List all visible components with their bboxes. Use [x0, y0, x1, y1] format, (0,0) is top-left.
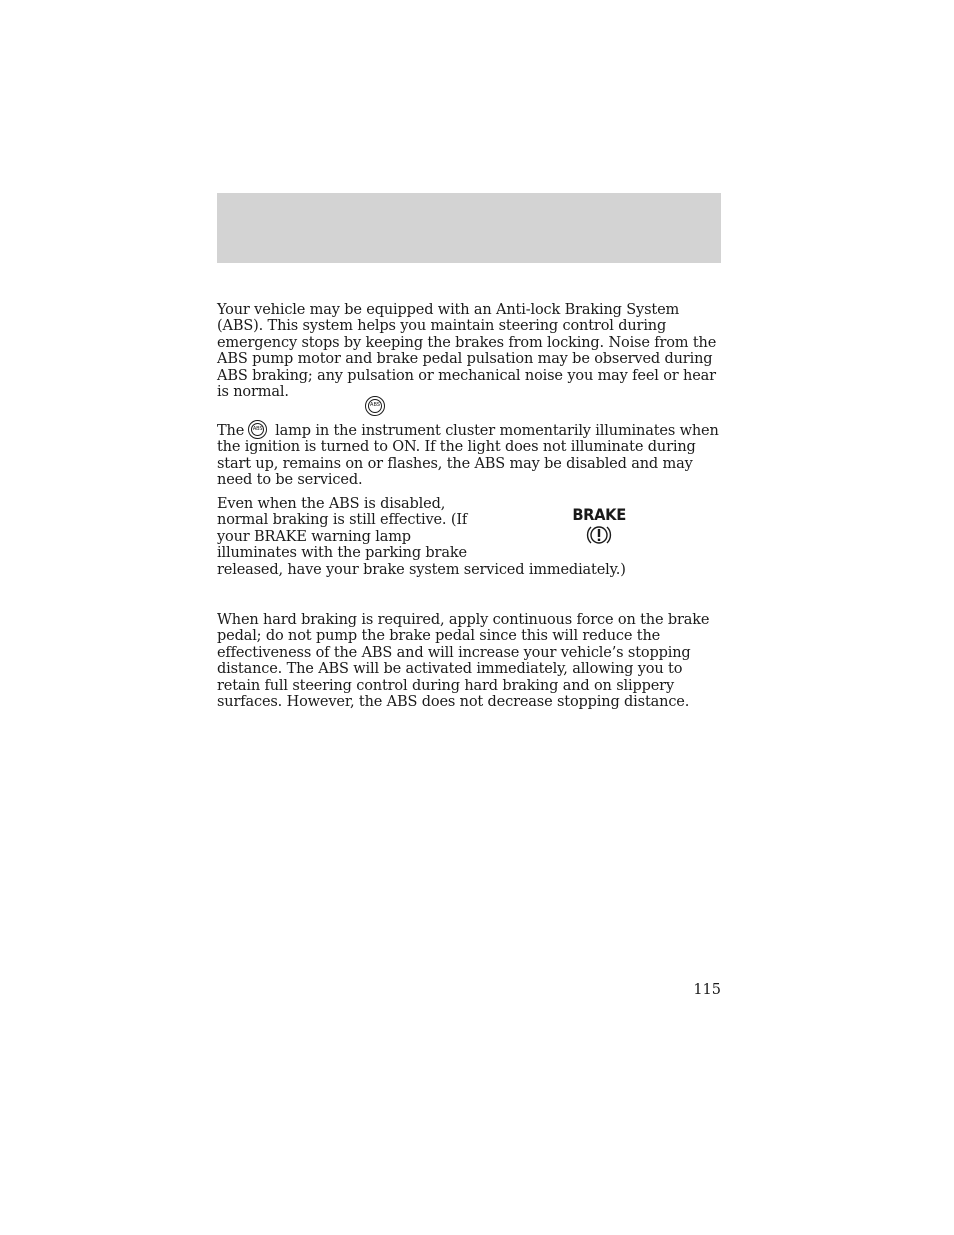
abs-disabled-paragraph — [217, 496, 721, 578]
intro-paragraph: Your vehicle may be equipped with an Anti-lock Braking System (ABS). This system helps you maintain steering control during emergency stops by keeping the brakes from locking. Noise from the ABS pump motor and brake pedal pulsation may be observed during ABS braking; any pulsation or mechanical noise you may feel or hear is normal. — [217, 302, 717, 401]
brake-warning-symbol — [570, 505, 628, 547]
brake-exclamation-icon — [586, 524, 612, 546]
page-number: 115 — [693, 982, 721, 998]
abs-inline-icon — [248, 420, 267, 439]
abs-inline-icon-text: ABS — [252, 425, 263, 432]
disabled-line: Even when the ABS is disabled, — [217, 496, 446, 512]
disabled-line: normal braking is still effective. (If — [217, 512, 468, 529]
hard-braking-paragraph: When hard braking is required, apply continuous force on the brake pedal; do not pump the brake pedal since this will reduce the effectiveness of the ABS and will increase your vehicle’s stopping distance. The ABS will be activated immediately, allowing you to retain full steering control during hard braking and on slippery surfaces. However, the ABS does not decrease stopping distance. — [217, 612, 710, 711]
disabled-line: released, have your brake system serviced immediately.) — [217, 561, 626, 578]
section-header-band — [217, 193, 721, 263]
lamp-prefix: The — [217, 423, 245, 439]
disabled-line: illuminates with the parking brake — [217, 545, 467, 562]
abs-lamp-paragraph — [217, 423, 721, 489]
abs-icon-text: ABS — [370, 401, 380, 408]
disabled-line: your BRAKE warning lamp — [217, 528, 411, 545]
abs-warning-icon — [365, 395, 385, 415]
brake-word: BRAKE — [572, 505, 626, 524]
lamp-rest: lamp in the instrument cluster momentarily illuminates when the ignition is turned to ON. If the light does not illuminate during start up, remains on or flashes, the ABS may be disabled and may need to be serviced. — [217, 423, 719, 489]
